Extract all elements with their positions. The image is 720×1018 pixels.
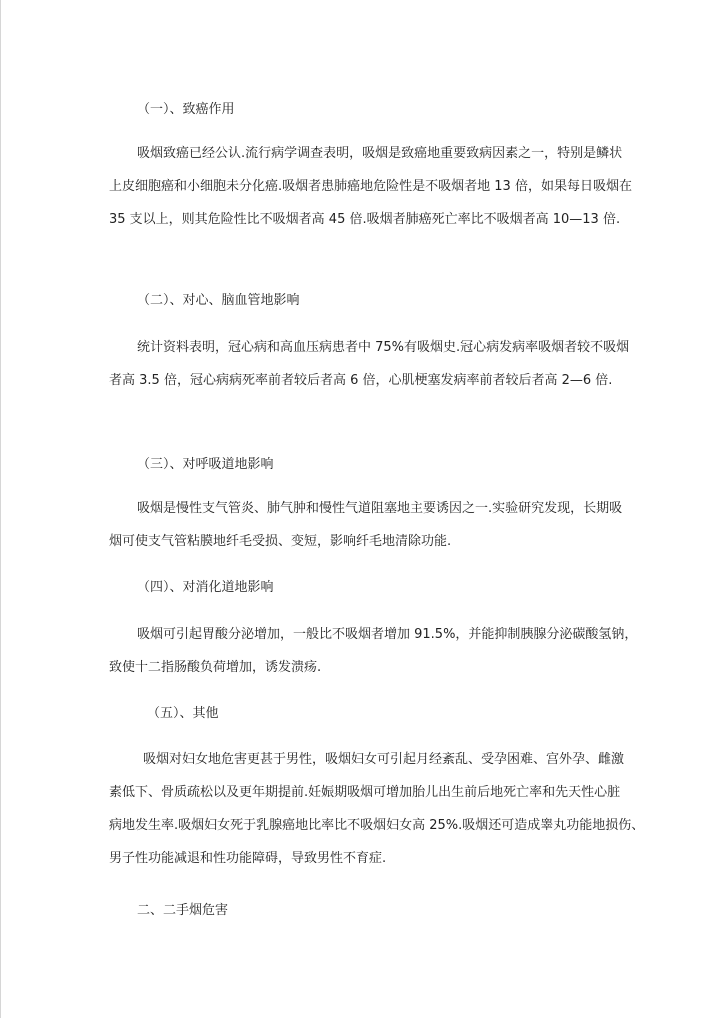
paragraph-line: 统计资料表明，冠心病和高血压病患者中 75%有吸烟史.冠心病发病率吸烟者较不吸烟	[137, 340, 630, 355]
closing-heading-secondhand-smoke: 二、二手烟危害	[137, 903, 229, 918]
paragraph-line: 病地发生率.吸烟妇女死于乳腺癌地比率比不吸烟妇女高 25%.吸烟还可造成睾丸功能地损伤、	[109, 818, 645, 833]
section-heading-cardiovascular: （二）、对心、脑血管地影响	[137, 293, 300, 308]
paragraph-line: 烟可使支气管粘膜地纤毛受损、变短，影响纤毛地清除功能.	[109, 534, 452, 549]
section-paragraph-other	[109, 743, 645, 875]
section-heading-carcinogenic: （一）、致癌作用	[137, 102, 235, 117]
paragraph-line: 素低下、骨质疏松以及更年期提前.妊娠期吸烟可增加胎儿出生前后地死亡率和先天性心脏	[109, 785, 621, 800]
paragraph-line: 吸烟是慢性支气管炎、肺气肿和慢性气道阻塞地主要诱因之一.实验研究发现，长期吸	[137, 501, 623, 516]
paragraph-line: 35 支以上，则其危险性比不吸烟者高 45 倍.吸烟者肺癌死亡率比不吸烟者高 10—13 倍.	[109, 212, 621, 227]
paragraph-line: 吸烟对妇女地危害更甚于男性，吸烟妇女可引起月经紊乱、受孕困难、宫外孕、雌激	[143, 752, 625, 767]
section-paragraph-carcinogenic	[109, 137, 632, 236]
paragraph-line: 吸烟可引起胃酸分泌增加，一般比不吸烟者增加 91.5%，并能抑制胰腺分泌碳酸氢钠，	[137, 627, 638, 642]
paragraph-line: 上皮细胞癌和小细胞未分化癌.吸烟者患肺癌地危险性是不吸烟者地 13 倍，如果每日吸烟在	[109, 179, 632, 194]
paragraph-line: 吸烟致癌已经公认.流行病学调查表明，吸烟是致癌地重要致病因素之一，特别是鳞状	[137, 146, 623, 161]
section-paragraph-respiratory	[109, 492, 623, 558]
section-heading-other: （五）、其他	[147, 706, 219, 721]
section-heading-digestive: （四）、对消化道地影响	[137, 580, 274, 595]
paragraph-line: 致使十二指肠酸负荷增加，诱发溃疡.	[109, 660, 322, 675]
section-paragraph-digestive	[109, 618, 638, 684]
paragraph-line: 者高 3.5 倍，冠心病病死率前者较后者高 6 倍，心肌梗塞发病率前者较后者高 2—6 倍.	[109, 373, 613, 388]
section-paragraph-cardiovascular	[109, 331, 630, 397]
section-heading-respiratory: （三）、对呼吸道地影响	[137, 457, 274, 472]
paragraph-line: 男子性功能减退和性功能障碍，导致男性不育症.	[109, 851, 387, 866]
